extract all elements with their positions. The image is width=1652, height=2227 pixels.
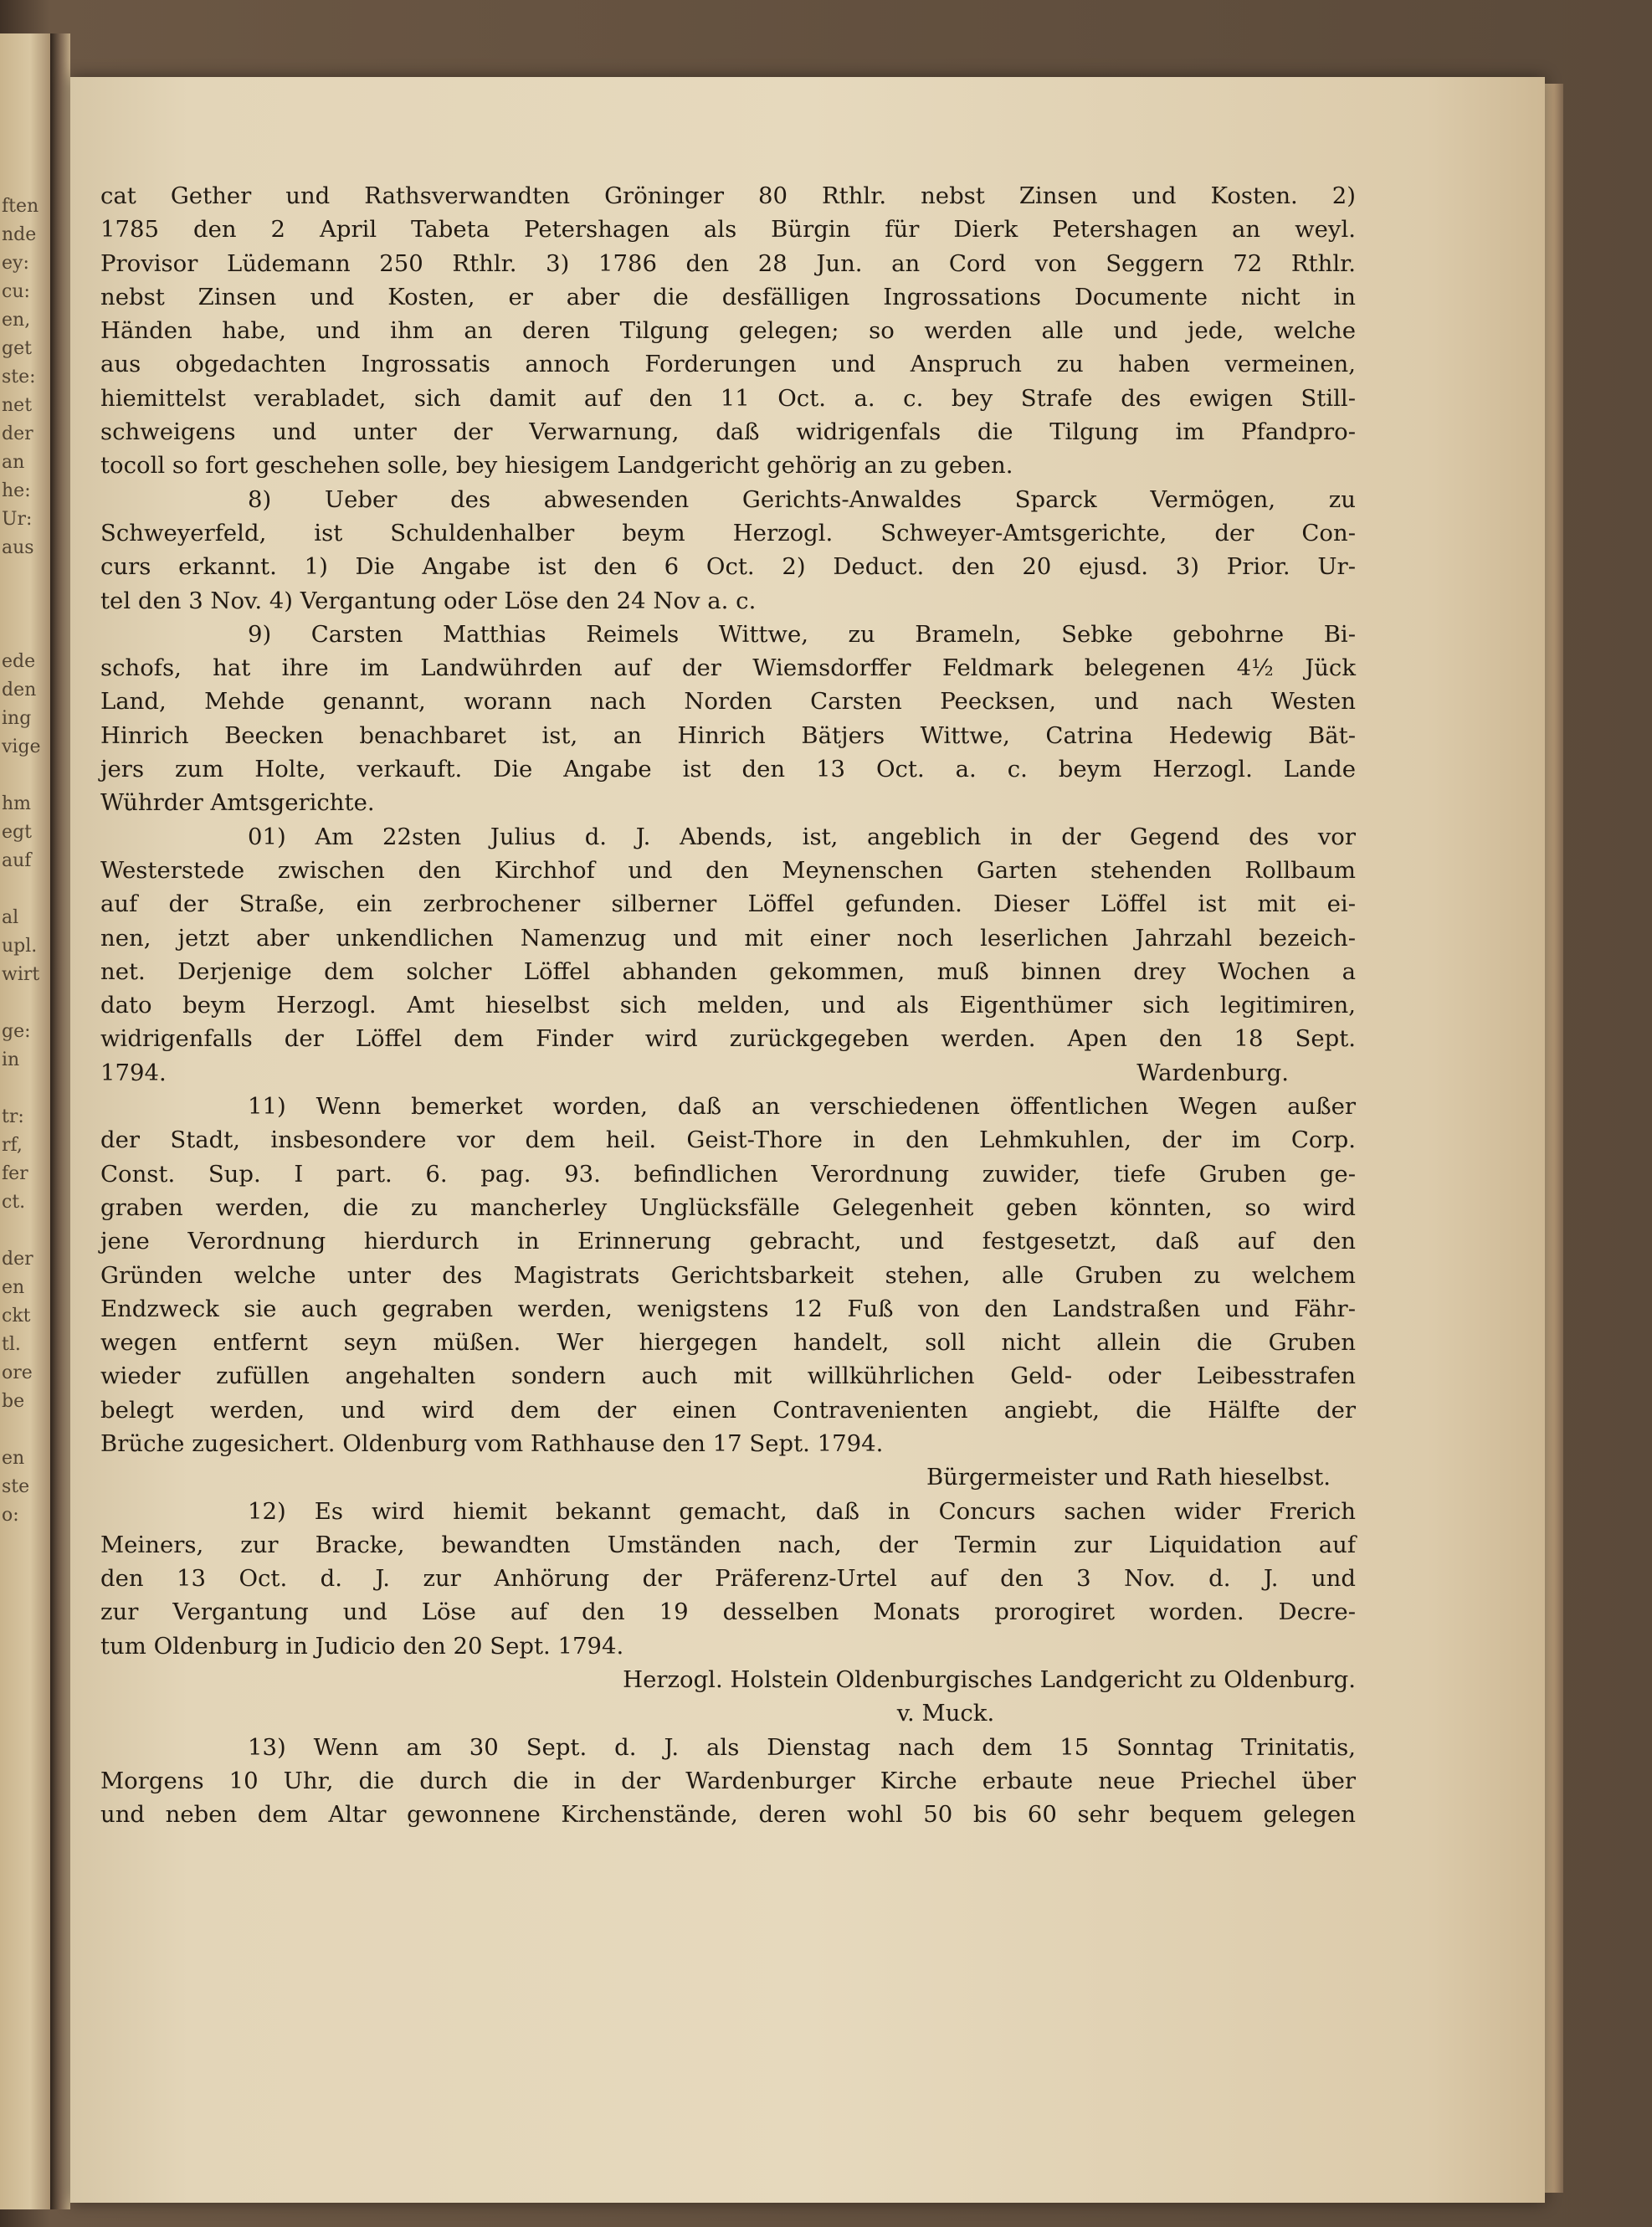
text-line: tum Oldenburg in Judicio den 20 Sept. 1794.	[100, 1632, 624, 1660]
paragraph-start: 13) Wenn am 30 Sept. d. J. als Dienstag nach dem 15 Sonntag Trinitatis,	[248, 1733, 1356, 1761]
paragraph-start: 11) Wenn bemerket worden, daß an verschiedenen öffentlichen Wegen außer	[248, 1093, 1356, 1121]
paragraph-start: 01) Am 22sten Julius d. J. Abends, ist, angeblich in der Gegend des vor	[248, 823, 1356, 850]
text-line: widrigenfalls der Löffel dem Finder wird zurückgegeben werden. Apen den 18 Sept.	[100, 1025, 1356, 1053]
text-line: hiemittelst verabladet, sich damit auf den 11 Oct. a. c. bey Strafe des ewigen Still-	[100, 384, 1356, 412]
document-text	[100, 179, 1356, 1832]
text-line: Brüche zugesichert. Oldenburg vom Rathhause den 17 Sept. 1794.	[100, 1429, 884, 1457]
text-line: net. Derjenige dem solcher Löffel abhanden gekommen, muß binnen drey Wochen a	[100, 957, 1356, 985]
text-line: tocoll so fort geschehen solle, bey hiesigem Landgericht gehörig an zu geben.	[100, 452, 1013, 480]
text-line: cat Gether und Rathsverwandten Gröninger 80 Rthlr. nebst Zinsen und Kosten. 2)	[100, 182, 1356, 209]
text-line: jers zum Holte, verkauft. Die Angabe ist den 13 Oct. a. c. beym Herzogl. Lande	[100, 756, 1356, 783]
adjacent-page-fragments: ften nde ey: cu: en, get ste: net der an he: Ur: aus ede den ing vige hm egt auf al upl. wirt ge: in tr: rf, fer ct. der en ckt tl. ore be en ste o:	[2, 196, 41, 1526]
text-line: belegt werden, und wird dem der einen Contravenienten angiebt, die Hälfte der	[100, 1396, 1356, 1424]
signature-buergermeister: Bürgermeister und Rath hieselbst.	[926, 1464, 1331, 1491]
text-line: 1785 den 2 April Tabeta Petershagen als Bürgin für Dierk Petershagen an weyl.	[100, 216, 1356, 244]
signature-landgericht: Herzogl. Holstein Oldenburgisches Landgericht zu Oldenburg.	[623, 1666, 1356, 1694]
paragraph-start: 9) Carsten Matthias Reimels Wittwe, zu Brameln, Sebke gebohrne Bi-	[248, 620, 1356, 648]
text-line: wegen entfernt seyn müßen. Wer hiergegen handelt, soll nicht allein die Gruben	[100, 1329, 1356, 1357]
text-line: jene Verordnung hierdurch in Erinnerung gebracht, und festgesetzt, daß auf den	[100, 1228, 1356, 1255]
text-line: auf der Straße, ein zerbrochener silberner Löffel gefunden. Dieser Löffel ist mit ei-	[100, 890, 1356, 918]
paragraph-start: 12) Es wird hiemit bekannt gemacht, daß in Concurs sachen wider Frerich	[248, 1497, 1356, 1525]
text-line: Wührder Amtsgerichte.	[100, 789, 375, 817]
text-line: curs erkannt. 1) Die Angabe ist den 6 Oct. 2) Deduct. den 20 ejusd. 3) Prior. Ur-	[100, 553, 1356, 581]
text-line: Provisor Lüdemann 250 Rthlr. 3) 1786 den 28 Jun. an Cord von Seggern 72 Rthlr.	[100, 249, 1356, 277]
text-line: Hinrich Beecken benachbaret ist, an Hinrich Bätjers Wittwe, Catrina Hedewig Bät-	[100, 721, 1356, 749]
text-line: Meiners, zur Bracke, bewandten Umständen nach, der Termin zur Liquidation auf	[100, 1531, 1356, 1558]
signature-muck: v. Muck.	[896, 1700, 995, 1727]
document-page	[70, 77, 1545, 2203]
text-line: tel den 3 Nov. 4) Vergantung oder Löse den 24 Nov a. c.	[100, 587, 757, 614]
text-line: Endzweck sie auch gegraben werden, wenigstens 12 Fuß von den Landstraßen und Fähr-	[100, 1295, 1356, 1322]
text-line: Const. Sup. I part. 6. pag. 93. befindlichen Verordnung zuwider, tiefe Gruben ge-	[100, 1160, 1356, 1188]
text-line: Morgens 10 Uhr, die durch die in der Wardenburger Kirche erbaute neue Priechel über	[100, 1767, 1356, 1794]
paragraph-start: 8) Ueber des abwesenden Gerichts-Anwaldes Sparck Vermögen, zu	[248, 485, 1356, 513]
text-line: nen, jetzt aber unkendlichen Namenzug und mit einer noch leserlichen Jahrzahl bezeich-	[100, 924, 1356, 952]
text-line: graben werden, die zu mancherley Unglücksfälle Gelegenheit geben könnten, so wird	[100, 1193, 1356, 1221]
text-line: dato beym Herzogl. Amt hieselbst sich melden, und als Eigenthümer sich legitimiren,	[100, 992, 1356, 1019]
text-line-with-signature	[100, 1056, 1356, 1090]
text-line: zur Vergantung und Löse auf den 19 desselben Monats prorogiret worden. Decre-	[100, 1598, 1356, 1626]
adjacent-page-edge	[0, 33, 50, 2209]
text-line: schofs, hat ihre im Landwührden auf der Wiemsdorffer Feldmark belegenen 4½ Jück	[100, 654, 1356, 682]
text-line: Westerstede zwischen den Kirchhof und den Meynenschen Garten stehenden Rollbaum	[100, 856, 1356, 884]
text-line: Schweyerfeld, ist Schuldenhalber beym Herzogl. Schweyer-Amtsgerichte, der Con-	[100, 519, 1356, 546]
text-line: Händen habe, und ihm an deren Tilgung gelegen; so werden alle und jede, welche	[100, 317, 1356, 345]
text-line: Gründen welche unter des Magistrats Gerichtsbarkeit stehen, alle Gruben zu welchem	[100, 1261, 1356, 1289]
signature-wardenburg: Wardenburg.	[1136, 1059, 1289, 1086]
book-spine	[50, 33, 70, 2209]
text-line: und neben dem Altar gewonnene Kirchenstände, deren wohl 50 bis 60 sehr bequem gelegen	[100, 1801, 1356, 1829]
text-line: schweigens und unter der Verwarnung, daß widrigenfals die Tilgung im Pfandpro-	[100, 418, 1356, 446]
text-line: den 13 Oct. d. J. zur Anhörung der Präferenz-Urtel auf den 3 Nov. d. J. und	[100, 1565, 1356, 1593]
page-stack-edge	[1545, 84, 1563, 2193]
text-line: nebst Zinsen und Kosten, er aber die desfälligen Ingrossations Documente nicht in	[100, 283, 1356, 310]
text-line: wieder zufüllen angehalten sondern auch mit willkührlichen Geld- oder Leibesstrafen	[100, 1362, 1356, 1390]
text-line: Land, Mehde genannt, worann nach Norden Carsten Peecksen, und nach Westen	[100, 688, 1356, 716]
year-fragment: 1794.	[100, 1059, 167, 1086]
text-line: aus obgedachten Ingrossatis annoch Forderungen und Anspruch zu haben vermeinen,	[100, 351, 1356, 378]
text-line: der Stadt, insbesondere vor dem heil. Geist-Thore in den Lehmkuhlen, der im Corp.	[100, 1126, 1356, 1154]
